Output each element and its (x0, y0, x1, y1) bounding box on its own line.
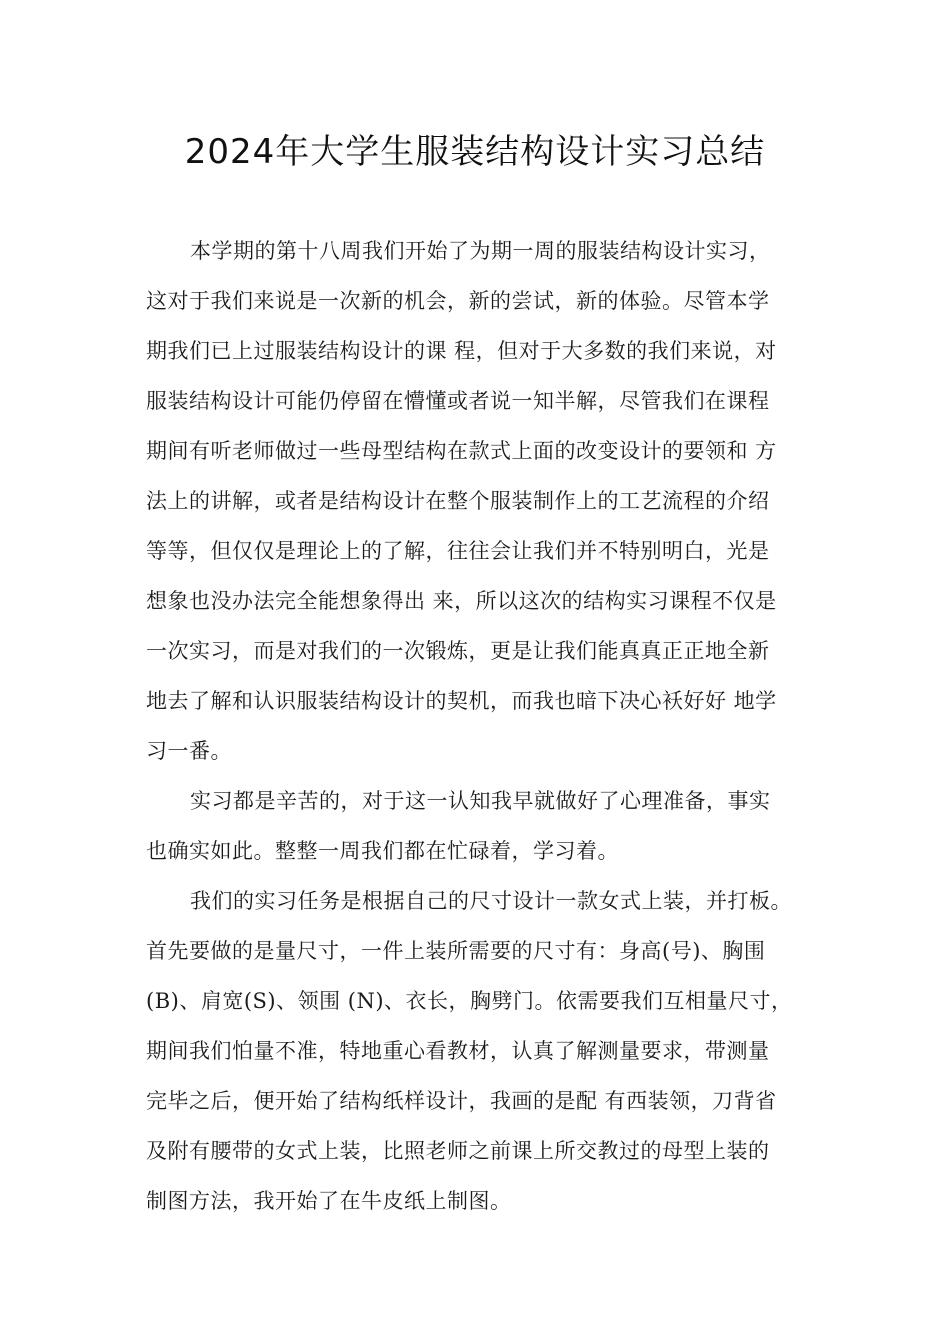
paragraph-1-line-2: 这对于我们来说是一次新的机会，新的尝试，新的体验。尽管本学 (146, 289, 770, 313)
paragraph-1-line-7: 等等，但仅仅是理论上的了解，往往会让我们并不特别明白，光是 (146, 539, 770, 563)
paragraph-3-line-2: 首先要做的是量尺寸，一件上装所需要的尺寸有：身高(号)、胸围 (146, 939, 766, 963)
paragraph-3-line-3: (B)、肩宽(S)、领围 (N)、衣长，胸劈门。依需要我们互相量尺寸， (146, 989, 793, 1013)
paragraph-3-line-7: 制图方法，我开始了在牛皮纸上制图。 (146, 1189, 512, 1213)
paragraph-2-line-2: 也确实如此。整整一周我们都在忙碌着，学习着。 (146, 839, 619, 863)
paragraph-3-line-5: 完毕之后，便开始了结构纸样设计，我画的是配 有西装领，刀背省 (146, 1089, 777, 1113)
paragraph-1-line-3: 期我们已上过服装结构设计的课 程，但对于大多数的我们来说，对 (146, 339, 777, 363)
paragraph-2-line-1: 实习都是辛苦的，对于这一认知我早就做好了心理准备，事实 (190, 789, 771, 813)
paragraph-3-line-6: 及附有腰带的女式上装，比照老师之前课上所交教过的母型上装的 (146, 1139, 770, 1163)
paragraph-1-line-8: 想象也没办法完全能想象得出 来，所以这次的结构实习课程不仅是 (146, 589, 777, 613)
paragraph-1-line-11: 习一番。 (146, 739, 232, 763)
paragraph-1-line-6: 法上的讲解，或者是结构设计在整个服装制作上的工艺流程的介绍 (146, 489, 770, 513)
paragraph-1-line-5: 期间有听老师做过一些母型结构在款式上面的改变设计的要领和 方 (146, 439, 777, 463)
paragraph-3-line-4: 期间我们怕量不准，特地重心看教材，认真了解测量要求，带测量 (146, 1039, 770, 1063)
paragraph-3-line-1: 我们的实习任务是根据自己的尺寸设计一款女式上装，并打板。 (190, 889, 792, 913)
document-title: 2024年大学生服装结构设计实习总结 (184, 132, 766, 172)
paragraph-1-line-10: 地去了解和认识服装结构设计的契机，而我也暗下决心袄好好 地学 (146, 689, 777, 713)
paragraph-1-line-9: 一次实习，而是对我们的一次锻炼，更是让我们能真真正正地全新 (146, 639, 770, 663)
paragraph-1-line-4: 服装结构设计可能仍停留在懵懂或者说一知半解，尽管我们在课程 (146, 389, 770, 413)
paragraph-1-line-1: 本学期的第十八周我们开始了为期一周的服装结构设计实习， (190, 239, 771, 263)
